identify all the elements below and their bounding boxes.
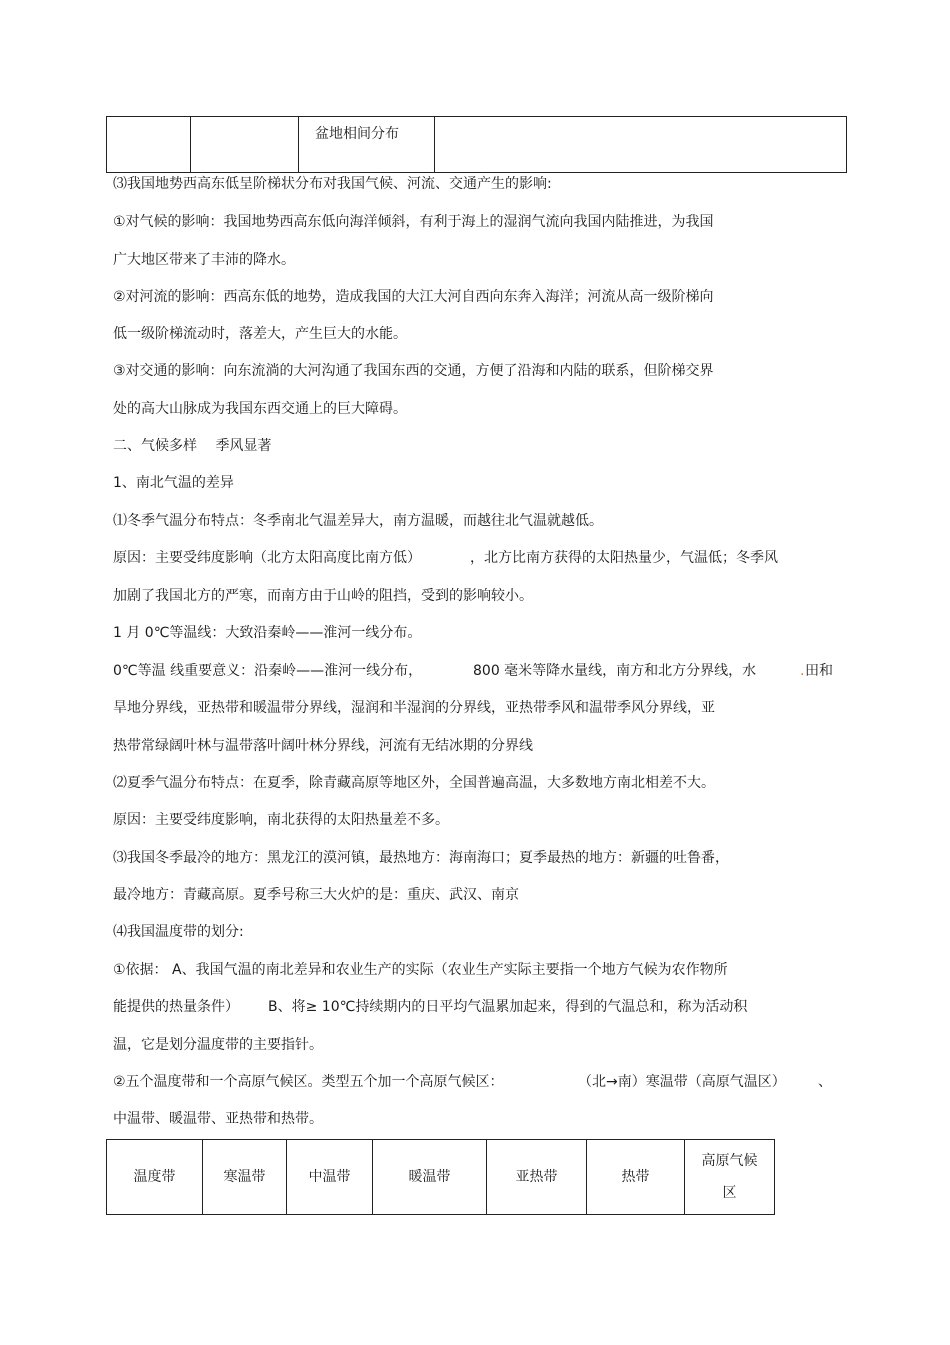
table-cell: 盆地相间分布 (299, 117, 435, 173)
text-line: ⑶我国冬季最冷的地方：黑龙江的漠河镇，最热地方：海南海口；夏季最热的地方：新疆的吐鲁番， (113, 850, 729, 866)
text-line: 加剧了我国北方的严寒，而南方由于山岭的阻挡，受到的影响较小。 (113, 588, 533, 604)
text-line: （北→南）寒温带（高原气温区） (578, 1074, 786, 1090)
table-header-cell: 温度带 (107, 1140, 203, 1215)
text-line: 温，它是划分温度带的主要指针。 (113, 1037, 323, 1053)
table-cell (107, 117, 191, 173)
text-line: 最冷地方：青藏高原。夏季号称三大火炉的是：重庆、武汉、南京 (113, 887, 519, 903)
table-row (107, 1140, 775, 1215)
text-line: ①依据： A、我国气温的南北差异和农业生产的实际（农业生产实际主要指一个地方气候为农作物所 (113, 962, 728, 978)
text-line: 处的高大山脉成为我国东西交通上的巨大障碍。 (113, 401, 407, 417)
table-cell: 亚热带 (487, 1140, 587, 1215)
text-line: . (800, 663, 805, 679)
text-line: 广大地区带来了丰沛的降水。 (113, 252, 295, 268)
table-cell: 热带 (587, 1140, 685, 1215)
text-line: ⑵夏季气温分布特点：在夏季，除青藏高原等地区外，全国普遍高温，大多数地方南北相差不大。 (113, 775, 715, 791)
text-line: ②五个温度带和一个高原气候区。类型五个加一个高原气候区： (113, 1074, 504, 1090)
text-line: 原因：主要受纬度影响，南北获得的太阳热量差不多。 (113, 812, 449, 828)
text-line: 旱地分界线，亚热带和暖温带分界线，湿润和半湿润的分界线，亚热带季风和温带季风分界线，亚 (113, 700, 715, 716)
table-cell: 暖温带 (373, 1140, 487, 1215)
section-heading: 二、气候多样 季风显著 (113, 438, 272, 454)
text-line: ③对交通的影响：向东流淌的大河沟通了我国东西的交通，方便了沿海和内陆的联系，但阶梯交界 (113, 363, 714, 379)
text-line: 热带常绿阔叶林与温带落叶阔叶林分界线，河流有无结冰期的分界线 (113, 738, 533, 754)
table-cell (435, 117, 847, 173)
text-line: 中温带、暖温带、亚热带和热带。 (113, 1111, 323, 1127)
text-line: ，北方比南方获得的太阳热量少，气温低；冬季风 (470, 550, 778, 566)
text-line: 能提供的热量条件） (113, 999, 239, 1015)
temperature-zone-table (106, 1139, 775, 1215)
text-line: B、将≥ 10℃持续期内的日平均气温累加起来，得到的气温总和，称为活动积 (268, 999, 748, 1015)
text-line: 800 毫米等降水量线，南方和北方分界线，水 (473, 663, 757, 679)
text-line: 低一级阶梯流动时，落差大，产生巨大的水能。 (113, 326, 407, 342)
text-line: 1 月 0℃等温线：大致沿秦岭——淮河一线分布。 (113, 625, 422, 641)
text-line: 、 (818, 1074, 832, 1090)
table-cell (191, 117, 299, 173)
table-cell: 中温带 (287, 1140, 373, 1215)
table-cell: 寒温带 (203, 1140, 287, 1215)
text-line: 0℃等温 线重要意义：沿秦岭——淮河一线分布， (113, 663, 423, 679)
table-row (107, 117, 847, 173)
table-cell-line: 区 (722, 1185, 737, 1201)
text-line: ⑶我国地势西高东低呈阶梯状分布对我国气候、河流、交通产生的影响: (113, 176, 552, 192)
table-cell-line: 高原气候 (701, 1153, 758, 1169)
text-line: ②对河流的影响：西高东低的地势，造成我国的大江大河自西向东奔入海洋；河流从高一级阶梯向 (113, 289, 714, 305)
subsection-heading: 1、南北气温的差异 (113, 475, 234, 491)
text-line: 原因：主要受纬度影响（北方太阳高度比南方低） (113, 550, 421, 566)
text-line: ⑷我国温度带的划分: (113, 924, 244, 940)
text-line: ①对气候的影响：我国地势西高东低向海洋倾斜，有利于海上的湿润气流向我国内陆推进，为我国 (113, 214, 714, 230)
top-table (106, 116, 847, 173)
table-cell (685, 1140, 775, 1215)
text-line: ⑴冬季气温分布特点：冬季南北气温差异大，南方温暖，而越往北气温就越低。 (113, 513, 603, 529)
text-line: 田和 (805, 663, 833, 679)
